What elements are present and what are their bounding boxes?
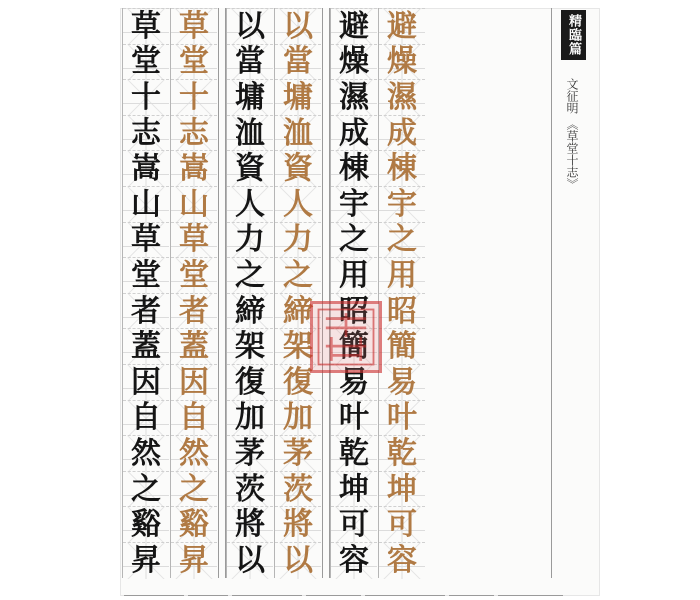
model-character: 將 (235, 507, 265, 543)
model-character: 草 (131, 222, 161, 258)
tracing-character: 易 (387, 364, 417, 400)
grid-cell (227, 293, 273, 330)
model-character: 以 (235, 8, 265, 44)
tracing-character: 堂 (179, 44, 209, 80)
grid-cell (227, 79, 273, 116)
tracing-character: 避 (387, 8, 417, 44)
model-character: 力 (235, 222, 265, 258)
model-character: 易 (339, 364, 369, 400)
tracing-character: 棟 (387, 151, 417, 187)
grid-cell (331, 471, 377, 508)
tracing-character: 之 (283, 257, 313, 293)
model-character: 草 (131, 8, 161, 44)
model-character: 架 (235, 329, 265, 365)
tracing-character: 人 (283, 186, 313, 222)
tracing-character: 坤 (387, 471, 417, 507)
grid-cell (379, 44, 425, 81)
tracing-character: 志 (179, 115, 209, 151)
column-separator (218, 8, 226, 578)
grid-cell (171, 222, 217, 259)
section-title: 精臨篇 (561, 10, 586, 60)
grid-cell (379, 115, 425, 152)
grid-cell (379, 364, 425, 401)
grid-cell (227, 435, 273, 472)
tracing-character: 因 (179, 364, 209, 400)
model-character: 坤 (339, 471, 369, 507)
model-character: 谿 (131, 507, 161, 543)
grid-cell (123, 471, 169, 508)
grid-cell (379, 222, 425, 259)
grid-cell (123, 257, 169, 294)
grid-cell (275, 506, 321, 543)
tracing-character: 以 (283, 8, 313, 44)
grid-cell (227, 222, 273, 259)
tracing-character: 嵩 (179, 151, 209, 187)
tracing-character: 昭 (387, 293, 417, 329)
model-character: 昭 (339, 293, 369, 329)
model-character: 之 (131, 471, 161, 507)
grid-cell (227, 115, 273, 152)
tracing-character: 用 (387, 257, 417, 293)
grid-cell (379, 435, 425, 472)
footer-annotation (124, 586, 594, 596)
grid-cell (123, 44, 169, 81)
grid-cell (331, 79, 377, 116)
model-character: 宇 (339, 186, 369, 222)
grid-cell (275, 257, 321, 294)
tracing-character: 之 (387, 222, 417, 258)
grid-cell (379, 471, 425, 508)
model-character: 以 (235, 542, 265, 578)
grid-cell (331, 150, 377, 187)
tracing-character: 昇 (179, 542, 209, 578)
model-character: 洫 (235, 115, 265, 151)
grid-cell (275, 115, 321, 152)
grid-cell (171, 115, 217, 152)
grid-cell (171, 150, 217, 187)
model-character: 成 (339, 115, 369, 151)
tracing-character: 宇 (387, 186, 417, 222)
grid-cell (227, 257, 273, 294)
grid-cell (227, 471, 273, 508)
tracing-text-column (378, 8, 425, 578)
tracing-character: 可 (387, 507, 417, 543)
tracing-character: 之 (179, 471, 209, 507)
grid-cell (123, 115, 169, 152)
work-title: 《草堂十志》 (565, 118, 579, 190)
tracing-character: 加 (283, 400, 313, 436)
tracing-character: 自 (179, 400, 209, 436)
grid-cell (275, 44, 321, 81)
grid-cell (123, 506, 169, 543)
grid-cell (379, 8, 425, 45)
grid-cell (275, 79, 321, 116)
model-character: 嵩 (131, 151, 161, 187)
model-character: 棟 (339, 151, 369, 187)
grid-cell (275, 542, 321, 579)
tracing-character: 架 (283, 329, 313, 365)
model-character: 者 (131, 293, 161, 329)
tracing-character: 然 (179, 435, 209, 471)
grid-cell (275, 400, 321, 437)
tracing-character: 以 (283, 542, 313, 578)
side-label (553, 8, 600, 308)
ink-text-column (330, 8, 377, 578)
grid-cell (123, 435, 169, 472)
grid-cell (379, 328, 425, 365)
grid-cell (227, 186, 273, 223)
grid-cell (331, 435, 377, 472)
tracing-character: 濕 (387, 79, 417, 115)
copybook-sheet (120, 8, 600, 596)
grid-cell (227, 506, 273, 543)
grid-cell (123, 222, 169, 259)
grid-cell (275, 8, 321, 45)
tracing-character: 將 (283, 507, 313, 543)
tracing-character: 締 (283, 293, 313, 329)
tracing-character: 叶 (387, 400, 417, 436)
grid-cell (227, 150, 273, 187)
model-character: 之 (235, 257, 265, 293)
grid-cell (227, 8, 273, 45)
grid-cell (379, 506, 425, 543)
grid-cell (275, 435, 321, 472)
grid-cell (379, 257, 425, 294)
grid-cell (331, 186, 377, 223)
tracing-character: 洫 (283, 115, 313, 151)
tracing-character: 容 (387, 542, 417, 578)
grid-cell (275, 150, 321, 187)
grid-cell (331, 222, 377, 259)
model-character: 堂 (131, 257, 161, 293)
grid-cell (379, 150, 425, 187)
practice-grid (120, 8, 552, 578)
grid-cell (171, 506, 217, 543)
model-character: 茨 (235, 471, 265, 507)
model-character: 山 (131, 186, 161, 222)
tracing-character: 乾 (387, 435, 417, 471)
tracing-character: 堂 (179, 257, 209, 293)
tracing-character: 者 (179, 293, 209, 329)
tracing-character: 山 (179, 186, 209, 222)
author-name: 文征明 (565, 78, 579, 114)
model-character: 叶 (339, 400, 369, 436)
grid-cell (123, 400, 169, 437)
grid-cell (123, 364, 169, 401)
model-character: 締 (235, 293, 265, 329)
grid-cell (331, 257, 377, 294)
grid-cell (171, 328, 217, 365)
grid-cell (331, 115, 377, 152)
grid-cell (227, 542, 273, 579)
grid-cell (171, 44, 217, 81)
grid-cell (331, 542, 377, 579)
model-character: 燥 (339, 44, 369, 80)
grid-cell (379, 79, 425, 116)
grid-cell (331, 400, 377, 437)
model-character: 復 (235, 364, 265, 400)
grid-cell (379, 293, 425, 330)
model-character: 濕 (339, 79, 369, 115)
model-character: 乾 (339, 435, 369, 471)
grid-cell (171, 471, 217, 508)
tracing-character: 力 (283, 222, 313, 258)
tracing-character: 十 (179, 79, 209, 115)
model-character: 容 (339, 542, 369, 578)
model-character: 十 (131, 79, 161, 115)
model-character: 用 (339, 257, 369, 293)
grid-cell (123, 150, 169, 187)
model-character: 簡 (339, 329, 369, 365)
model-character: 蓋 (131, 329, 161, 365)
model-character: 昇 (131, 542, 161, 578)
grid-cell (227, 400, 273, 437)
grid-cell (171, 186, 217, 223)
tracing-character: 資 (283, 151, 313, 187)
grid-cell (171, 8, 217, 45)
grid-cell (171, 542, 217, 579)
tracing-character: 復 (283, 364, 313, 400)
model-character: 志 (131, 115, 161, 151)
model-character: 之 (339, 222, 369, 258)
grid-cell (379, 400, 425, 437)
ink-text-column (122, 8, 169, 578)
model-character: 可 (339, 507, 369, 543)
grid-cell (123, 186, 169, 223)
grid-cell (171, 400, 217, 437)
column-separator (322, 8, 330, 578)
grid-cell (123, 8, 169, 45)
grid-cell (227, 364, 273, 401)
grid-cell (123, 542, 169, 579)
model-character: 自 (131, 400, 161, 436)
grid-cell (123, 328, 169, 365)
tracing-character: 燥 (387, 44, 417, 80)
grid-cell (171, 364, 217, 401)
tracing-character: 墉 (283, 79, 313, 115)
model-character: 資 (235, 151, 265, 187)
grid-cell (331, 506, 377, 543)
tracing-character: 當 (283, 44, 313, 80)
model-character: 因 (131, 364, 161, 400)
model-character: 避 (339, 8, 369, 44)
grid-cell (379, 186, 425, 223)
model-character: 墉 (235, 79, 265, 115)
model-character: 然 (131, 435, 161, 471)
grid-cell (123, 79, 169, 116)
grid-cell (275, 471, 321, 508)
model-character: 人 (235, 186, 265, 222)
model-character: 茅 (235, 435, 265, 471)
tracing-text-column (274, 8, 321, 578)
grid-cell (227, 328, 273, 365)
grid-cell (331, 44, 377, 81)
grid-cell (171, 293, 217, 330)
tracing-character: 成 (387, 115, 417, 151)
tracing-character: 蓋 (179, 329, 209, 365)
model-character: 加 (235, 400, 265, 436)
tracing-character: 草 (179, 8, 209, 44)
tracing-text-column (170, 8, 217, 578)
tracing-character: 谿 (179, 507, 209, 543)
grid-cell (379, 542, 425, 579)
grid-cell (275, 186, 321, 223)
tracing-character: 茨 (283, 471, 313, 507)
red-seal-stamp (310, 301, 382, 373)
grid-cell (227, 44, 273, 81)
grid-cell (331, 8, 377, 45)
grid-cell (275, 222, 321, 259)
grid-cell (171, 79, 217, 116)
ink-text-column (226, 8, 273, 578)
grid-cell (123, 293, 169, 330)
grid-cell (171, 257, 217, 294)
model-character: 當 (235, 44, 265, 80)
grid-cell (171, 435, 217, 472)
tracing-character: 茅 (283, 435, 313, 471)
tracing-character: 簡 (387, 329, 417, 365)
model-character: 堂 (131, 44, 161, 80)
tracing-character: 草 (179, 222, 209, 258)
